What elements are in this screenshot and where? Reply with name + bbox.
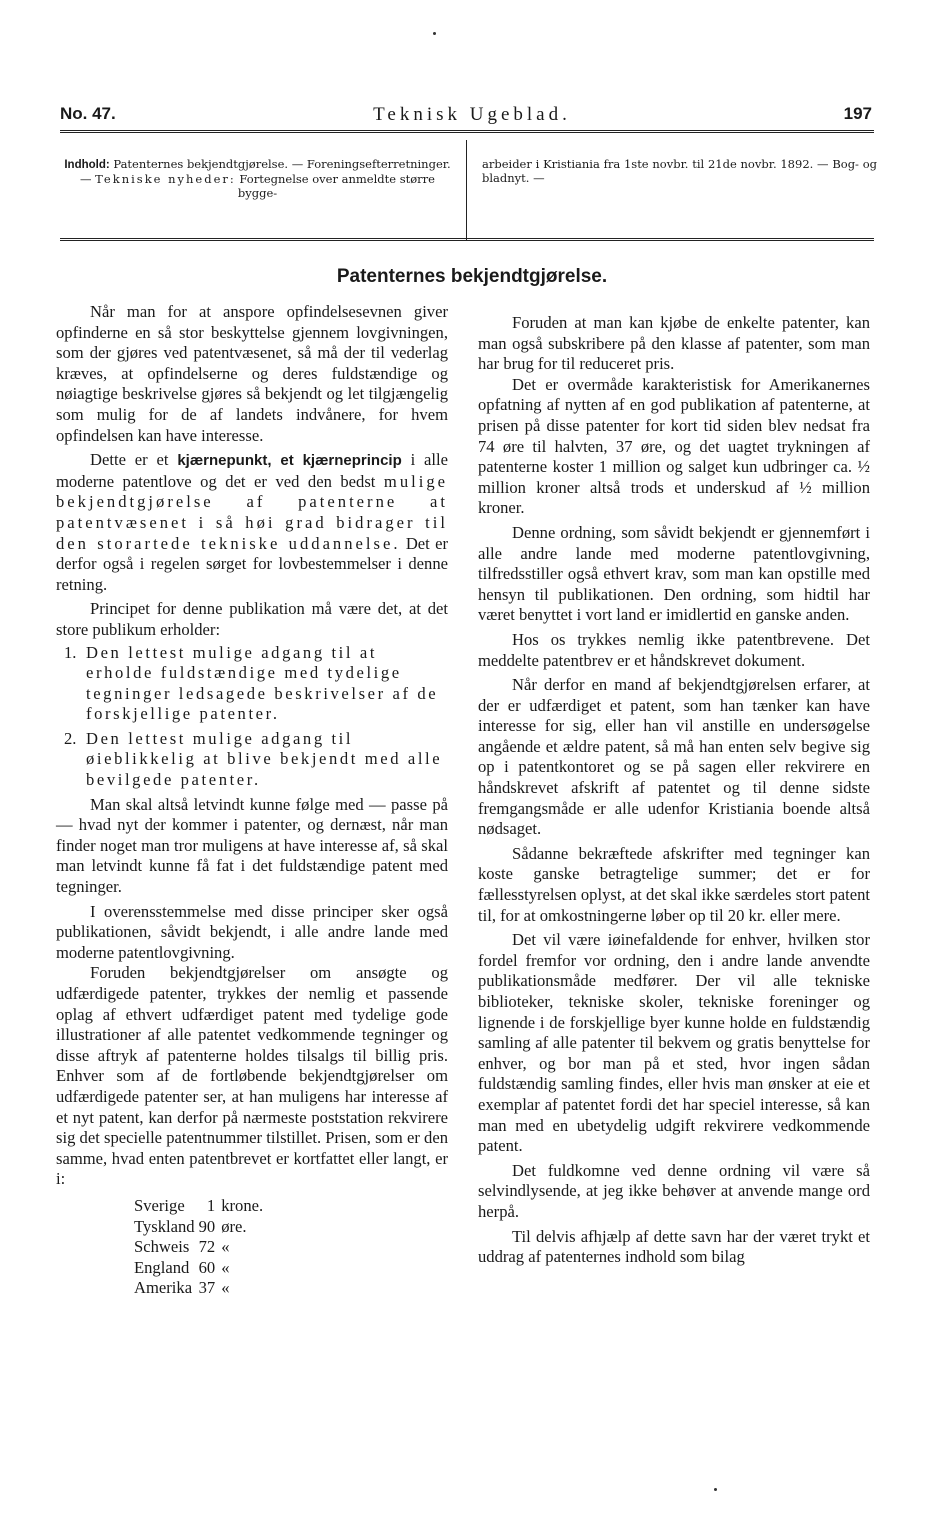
price-table — [134, 1196, 267, 1299]
contents-divider — [466, 140, 467, 240]
text-run: Dette er et — [90, 450, 178, 470]
paragraph: Hos os trykkes nemlig ikke patentbrevene. Det meddelte patentbrev er et håndskrevet dokument. — [478, 629, 870, 670]
price-unit: krone. — [221, 1195, 264, 1215]
left-column — [56, 302, 448, 1299]
ink-speck — [433, 32, 436, 35]
price-amount: 37 — [198, 1278, 216, 1298]
spaced-emphasis: mulige bekjendtgjørelse af patenterne at patentvæsenet i så høi grad bidrager til den storartede tekniske uddannelse. — [56, 471, 448, 553]
price-country: Amerika — [134, 1278, 193, 1298]
paragraph: Foruden at man kan kjøbe de enkelte patenter, kan man også subskribere på den klasse af patenter, som man har brug for til reduceret pris. — [478, 313, 870, 374]
price-country: Tyskland — [134, 1216, 195, 1236]
list-number: 2. — [64, 728, 77, 748]
paragraph: Foruden bekjendtgjørelser om ansøgte og udfærdigede patenter, trykkes der nemlig et passende oplag af ethvert udfærdiget patent med tydelige gode illustrationer af alle patentet vedkommende tegninger og disse aftryk af patenterne holdes tilsalgs til billig pris. Enhver som af de fortløbende bekjendtgjørelser om udfærdigede patenter ser, at han muligens har interesse af et nyt patent, kan derfor på nærmeste poststation rekvirere sig det specielle patentnummer tilstillet. Prisen, som er den samme, hvad enten patentbrevet er kortfattet eller langt, er i: — [56, 963, 448, 1189]
text-run: i alle moderne patentlove og det er ved den bedst — [56, 450, 449, 491]
contents-news-label: Tekniske nyheder: — [95, 172, 236, 186]
contents-dash: — — [80, 172, 96, 186]
price-unit: « — [221, 1237, 230, 1257]
price-row — [134, 1237, 267, 1258]
paragraph: Principet for denne publikation må være det, at det store publikum erholder: — [56, 599, 448, 639]
contents-right: arbeider i Kristiania fra 1ste novbr. til 21de novbr. 1892. — Bog- og bladnyt. — — [482, 157, 877, 185]
ink-speck — [714, 1488, 717, 1491]
price-amount: 72 — [198, 1237, 216, 1257]
right-column — [478, 313, 870, 1268]
paragraph: Når man for at anspore opfindelsesevnen giver opfinderne en så stor beskyttelse gjennem lovgivningen, som der gjøres ved patentvæsenet, så må der til vederlag kræves, at opfindelserne og deres fuldstændige og nøiagtige beskrivelse gjøres så bekjendt og let tilgjængelig som mulig for de af landets indvånere, for hvem opfindelsen kan have interesse. — [56, 302, 448, 445]
price-unit: « — [221, 1278, 230, 1298]
contents-label: Indhold: — [64, 159, 110, 171]
price-country: England — [134, 1257, 190, 1277]
paragraph: I overensstemmelse med disse principer sker også publikationen, såvidt bekjendt, i alle andre lande med moderne patentlovgivning. — [56, 901, 448, 962]
article-title: Patenternes bekjendtgjørelse. — [336, 266, 608, 287]
paragraph: Til delvis afhjælp af dette savn har der været trykt et uddrag af patenternes indhold som bilag — [478, 1226, 870, 1267]
price-row — [134, 1217, 267, 1238]
price-country: Sverige — [134, 1195, 185, 1215]
contents-text-2: Fortegnelse over anmeldte større bygge- — [235, 172, 435, 200]
price-unit: « — [221, 1257, 230, 1277]
price-row — [134, 1196, 267, 1217]
journal-title: Teknisk Ugeblad. — [373, 104, 571, 125]
paragraph: Denne ordning, som såvidt bekjendt er gjennemført i alle andre lande med moderne patentlovgivning, tilfredsstiller også ethvert krav, som man kan opstille med hensyn til publikationen. Den ordning, som hidtil har været benyttet i vort land er imidlertid en ganske anden. — [478, 522, 870, 625]
page-number: 197 — [843, 104, 872, 123]
list-text: Den lettest mulige adgang til øieblikkelig at blive bekjendt med alle bevilgede patenter. — [86, 728, 443, 790]
paragraph: Det er overmåde karakteristisk for Amerikanernes opfatning af nytten af en god publikation af patenterne, at prisen på disse patenter for kort tid siden blev nedsat fra 74 øre til halvten, 37 øre, og det uagtet trykningen af patenterne koster 1 million og salget kun udbringer ca. ½ million kroner altså trods et underskud af ½ million kroner. — [478, 374, 870, 518]
price-amount: 90 — [198, 1216, 216, 1236]
list-number: 1. — [64, 642, 77, 662]
paragraph: Sådanne bekræftede afskrifter med tegninger kan koste ganske betragtelige summer; det er for fællesstyrelsen oplyst, at det skal ikke særdeles stort patent til, for at omkostningerne løber op til 20 kr. eller mere. — [478, 843, 870, 925]
contents-text: Patenternes bekjendtgjørelse. — Foreningsefterretninger. — [109, 157, 451, 171]
contents-left — [60, 157, 455, 200]
contents-rule — [60, 238, 874, 241]
price-country: Schweis — [134, 1237, 190, 1257]
issue-number: No. 47. — [60, 104, 116, 123]
list-text: Den lettest mulige adgang til at erholde fuldstændige med tydelige tegninger ledsagede beskrivelser af de forskjellige patenter. — [86, 642, 439, 724]
text-run: Det er derfor også i regelen sørget for lovbestemmelser i denne retning. — [56, 533, 448, 594]
price-unit: øre. — [221, 1216, 247, 1236]
paragraph: Det vil være iøinefaldende for enhver, hvilken stor fordel fremfor vor ordning, den i andre lande anvendte publikationsmåde medfører. Der vil alle tekniske biblioteker, tekniske skoler, tekniske foreninger og lignende i de forskjellige byer kunne holde en fuldstændig samling af alle patenter til bekvem og gratis benyttelse for enhver, og bor man på et sted, hvor ingen sådan fuldstændig samling findes, eller hvis man ønsker at eie et exemplar af patentet fordi det har speciel interesse, så kan man med en ubetydelig udgift rekvirere vedkommende patent. — [478, 930, 870, 1156]
paragraph: Man skal altså letvindt kunne følge med — passe på — hvad nyt der kommer i patenter, og dernæst, når man finder noget man tror muligens at have interesse af, så skal man letvindt kunne få fat i det fuldstændige patent med tegninger. — [56, 794, 448, 897]
principles-list — [56, 643, 448, 791]
header-rule — [60, 130, 874, 133]
list-item — [56, 729, 448, 791]
price-row — [134, 1258, 267, 1279]
paragraph: Når derfor en mand af bekjendtgjørelsen erfarer, at der er udfærdiget et patent, som han tænker kan have interesse for sig, eller han vil anstille en undersøgelse angående et ældre patent, så må han enten selv begive sig op i patentkontoret og se på sagen eller rekvirere en håndskrevet afskrift af patentet og til denne sidste fremgangsmåde er alle udenfor Kristiania boende altså nødsaget. — [478, 675, 870, 839]
emphasis: kjærnepunkt, et kjærneprincip — [177, 452, 402, 470]
price-row — [134, 1278, 267, 1299]
price-amount: 60 — [198, 1257, 216, 1277]
paragraph — [56, 450, 448, 595]
list-item — [56, 643, 448, 725]
paragraph: Det fuldkomne ved denne ordning vil være så selvindlysende, at jeg ikke behøver at anvende mange ord herpå. — [478, 1160, 870, 1221]
price-amount: 1 — [206, 1195, 216, 1215]
